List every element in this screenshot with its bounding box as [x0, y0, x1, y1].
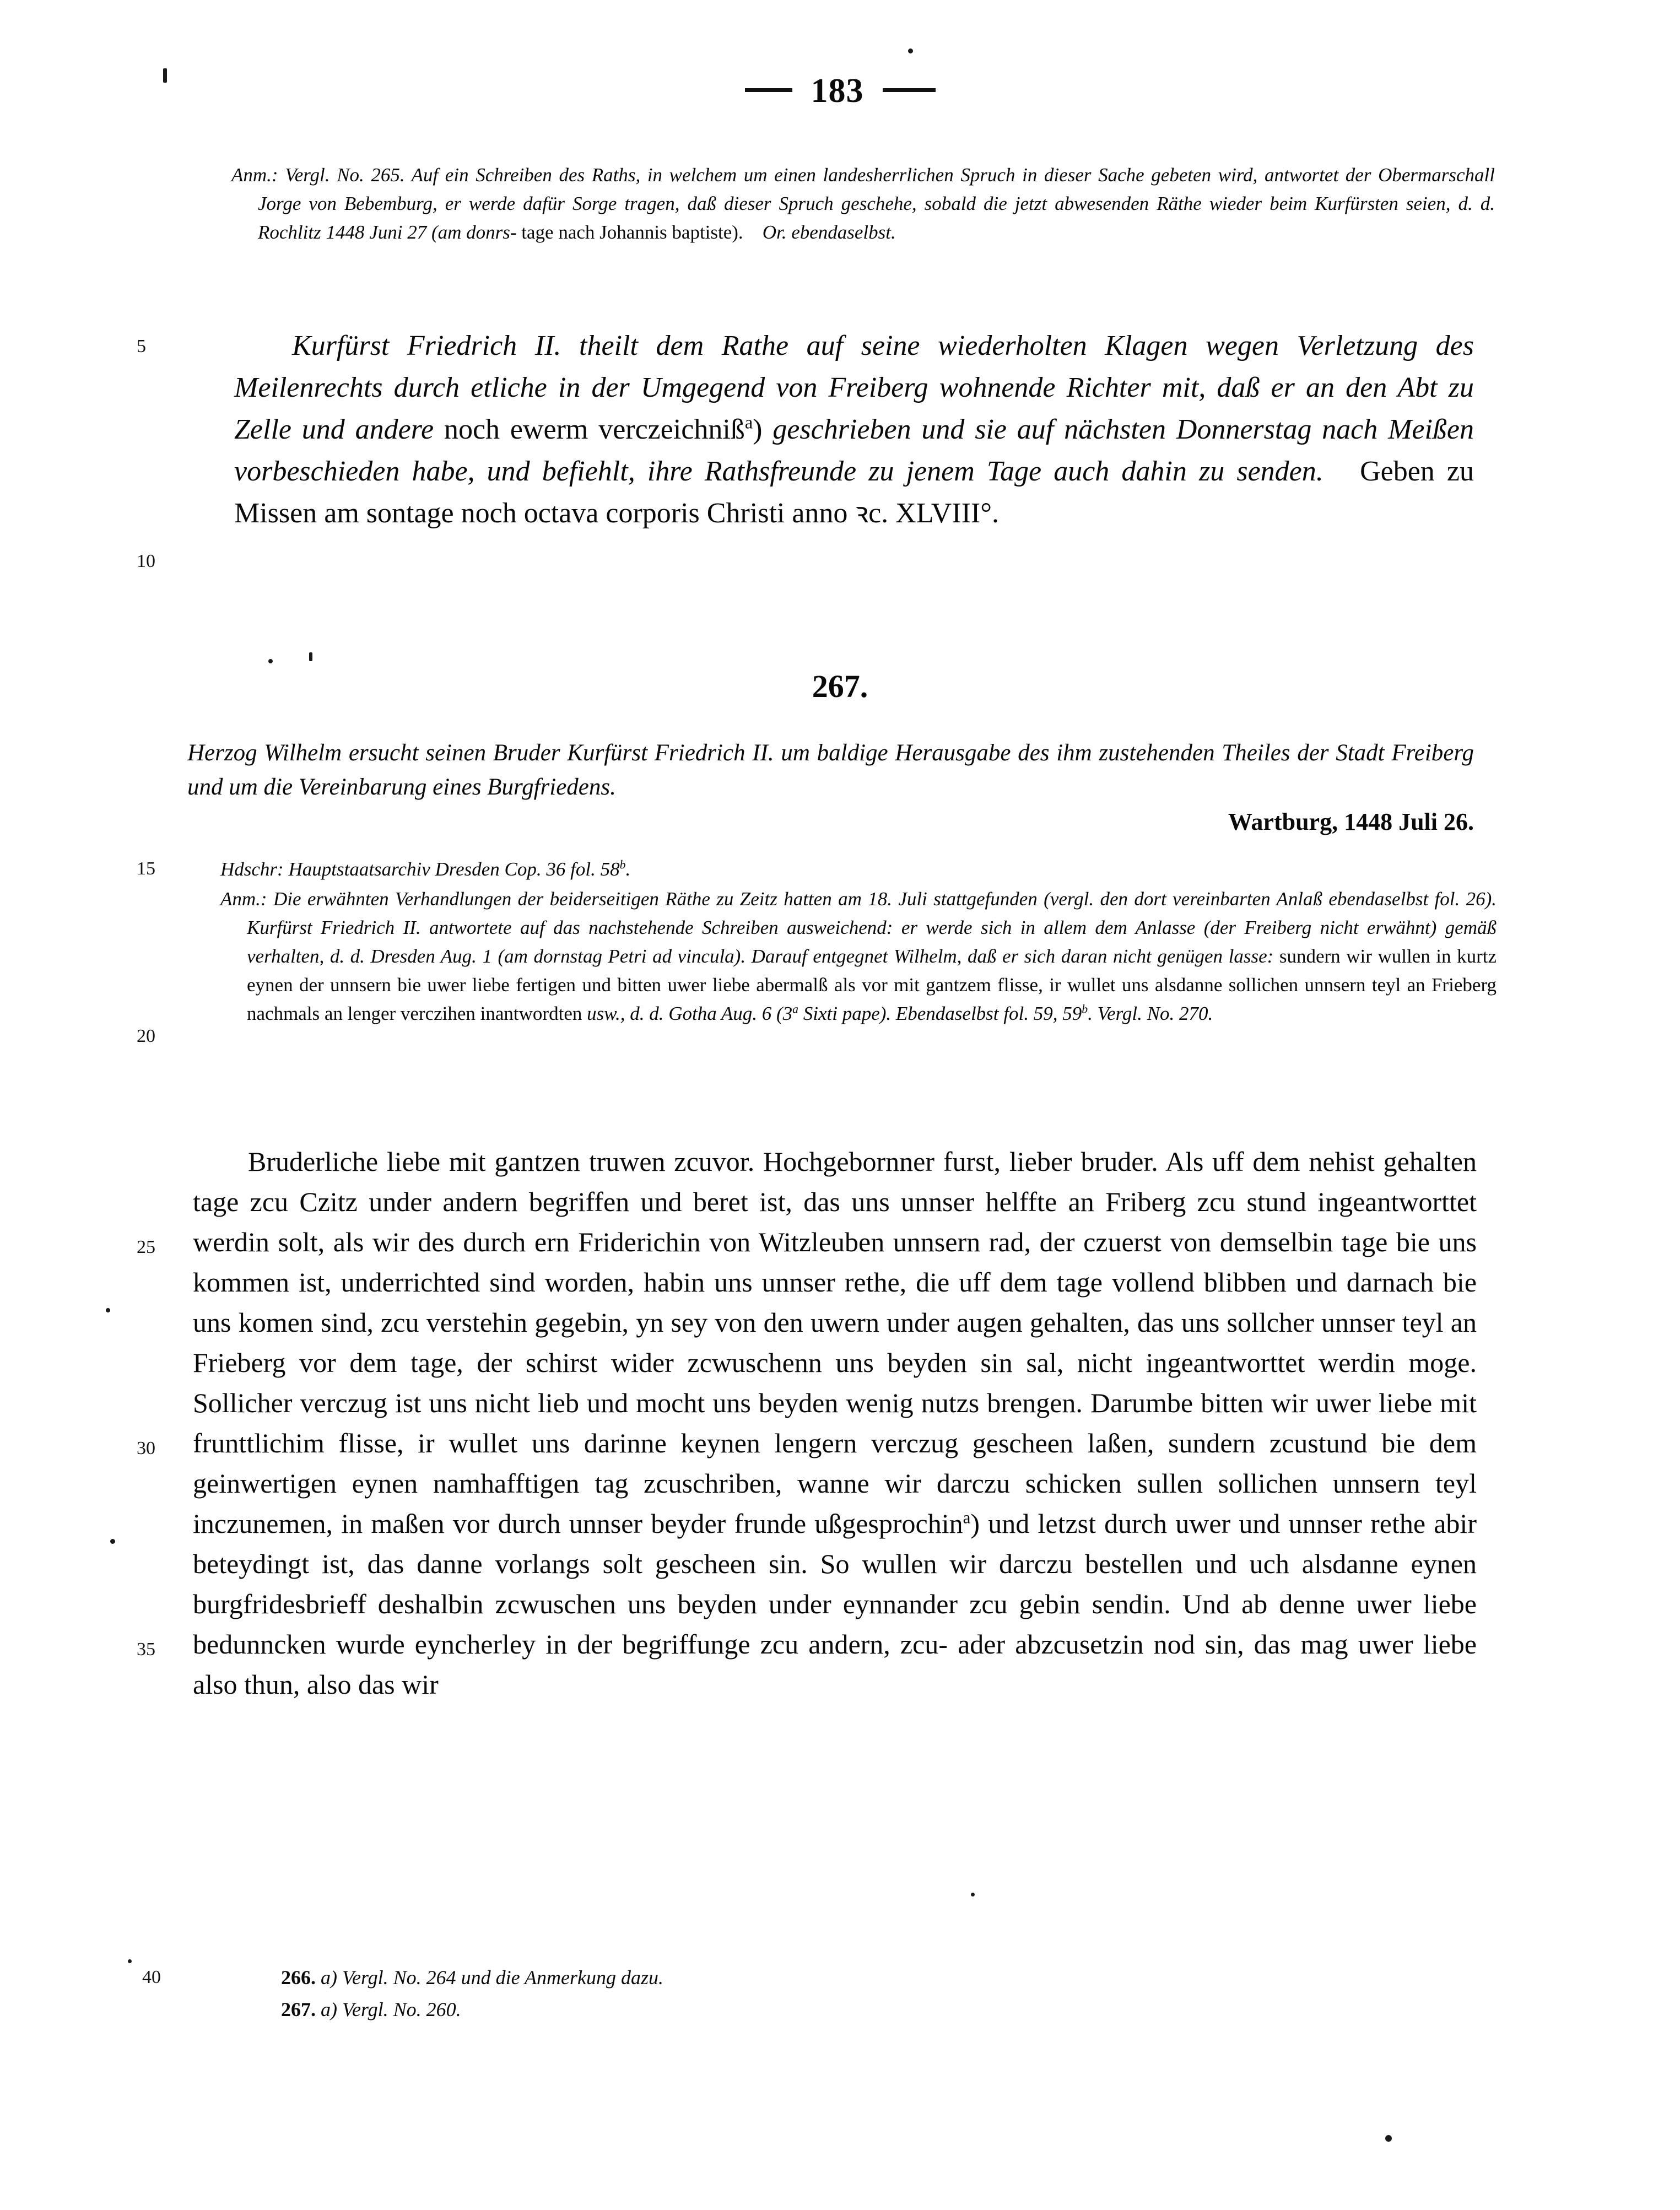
line-number-15: 15 [137, 858, 155, 879]
line-number-10: 10 [137, 551, 155, 571]
line-number-25: 25 [137, 1237, 155, 1257]
footnote-item-267 [281, 1993, 1438, 2025]
footnote-267-mark: a) [321, 1998, 337, 2020]
body-text-part-1: Bruderliche liebe mit gantzen truwen zcuvor. Hochgebornner furst, lieber bruder. Als uff dem nehist gehalten tage zcu Czitz under andern begriffen und beret ist, das uns unnser helffte an Friberg zcu stund ingeantworttet werdin solt, als wir des durch ern Friderichin von Witzleuben unnsern rad, der czuerst von demselbin tage bie uns kommen ist, underrichted sind worden, habin uns unnser rethe, die uff dem tage vollend blibben und darnach bie uns komen sind, zcu verstehin gegebin, yn sey von den uwern under augen gehalten, das uns sollcher unnser teyl an Frieberg vor dem tage, der schirst wider zcwuschenn uns beyden sin sal, nicht ingeantworttet werdin moge. Sollicher verczug ist uns nicht lieb und mocht uns beyden wenig nutzs brengen. Darumbe bitten wir uwer liebe mit frunttlichim flisse, ir wullet uns darinne keynen lengern verczug gescheen laßen, sundern zcustund bie dem geinwertigen eynen namhafftigen tag zcuschriben, wanne wir darczu schicken sullen sollichen unnsern teyl inczunemen, in maßen vor durch unnser beyder frunde ußgesprochin [193, 1146, 1477, 1539]
annotation-roman-text: tage nach Johannis baptiste). [521, 221, 743, 243]
annotation-267-sup-a: a [792, 1002, 798, 1016]
entry-267-body [193, 1142, 1477, 1705]
annotation-267-italic-3: Sixti pape). Ebendaselbst fol. 59, 59 [798, 1003, 1082, 1024]
page-number: 183 [811, 72, 864, 110]
annotation-267-italic-1: Die erwähnten Verhandlungen der beiderseitigen Räthe zu Zeitz hatten am 18. Juli stattgefunden (vergl. den dort vereinbarten Anlaß ebendaselbst fol. 26). Kurfürst Friedrich II. antwortete auf das nachstehende Schreiben ausweichend: er werde sich in allem dem Anlasse (der Freiberg nicht erwähnt) gemäß verhalten, d. d. Dresden Aug. 1 (am dornstag Petri ad vincula). Darauf entgegnet Wilhelm, daß er sich daran nicht genügen lasse: [247, 888, 1497, 967]
source-label: Hdschr: [220, 858, 284, 880]
regest-roman-1: noch ewerm verczeichniß$^a$) [444, 412, 763, 445]
line-number-30: 30 [137, 1438, 155, 1458]
line-number-35: 35 [137, 1639, 155, 1660]
body-text-part-2: ) und letzst durch uwer und unnser rethe abir beteydingt ist, das danne vorlangs solt gescheen sin. So wullen wir darczu bestellen und uch alsdanne eynen burgfridesbrieff deshalbin zcwuschen uns beyden under eynnander zcu gebin sendin. Und ab denne uwer liebe bedunncken wurde eyncherley in der begriffunge zcu andern, zcu- ader abzcusetzin nod sin, das mag uwer liebe also thun, also das wir [193, 1508, 1477, 1700]
footnote-266-text: Vergl. No. 264 und die Anmerkung dazu. [342, 1966, 663, 1989]
footnote-266-number: 266. [281, 1966, 316, 1989]
annotation-267-roman: sundern wir wullen in kurtz eynen der unnsern bie uwer liebe fertigen und bitten uwer liebe abermalß als vor mit gantzem flisse, ir wullet uns alsdanne sollichen unnsern teyl an Frieberg nachmals an lenger verczihen inantwordten [247, 945, 1497, 1024]
source-end: . [625, 858, 631, 880]
source-text: Hauptstaatsarchiv Dresden Cop. 36 fol. 58 [288, 858, 620, 880]
regest-roman-2: Geben zu Missen am sontage noch octava corporis Christi anno ꝛc. XLVIII°. [234, 456, 1474, 529]
footnote-ref-a: a [744, 412, 753, 433]
annotation-267-italic-2: usw., d. d. Gotha Aug. 6 (3 [587, 1003, 793, 1024]
annotation-267-label: Anm.: [220, 888, 267, 910]
page-header [0, 72, 1680, 111]
line-number-40: 40 [142, 1967, 161, 1987]
entry-267-number: 267. [812, 668, 868, 704]
entry-267-annotation [220, 885, 1497, 1028]
footnote-266-mark: a) [321, 1966, 337, 1989]
entry-266-regest [234, 325, 1474, 534]
footnote-list [281, 1962, 1438, 2025]
entry-267-dateline: Wartburg, 1448 Juli 26. [1228, 808, 1474, 835]
source-folio-sup: b [619, 858, 626, 872]
header-rule-right [883, 88, 936, 92]
annotation-italic-text: Vergl. No. 265. Auf ein Schreiben des Raths, in welchem um einen landesherrlichen Spruch in dieser Sache gebeten wird, antwortet der Obermarschall Jorge von Bebemburg, er werde dafür Sorge tragen, daß dieser Spruch geschehe, sobald die jetzt abwesenden Räthe wieder beim Kurfürsten seien, d. d. Rochlitz 1448 Juni 27 (am donrs- [258, 164, 1495, 243]
entry-267-regest: Herzog Wilhelm ersucht seinen Bruder Kurfürst Friedrich II. um baldige Herausgabe des ihm zustehenden Theiles der Stadt Freiberg und um die Vereinbarung eines Burgfriedens. [187, 740, 1474, 800]
line-number-5: 5 [137, 336, 146, 356]
annotation-267-italic-4: . Vergl. No. 270. [1088, 1003, 1213, 1024]
footnote-item-266 [281, 1962, 1438, 1993]
regest-italic-2: geschrieben und sie auf nächsten Donnerstag nach Meißen vorbeschieden habe, und befiehlt, ihre Rathsfreunde zu jenem Tage auch dahin zu senden. [234, 414, 1474, 487]
line-number-20: 20 [137, 1026, 155, 1046]
entry-266-annotation [231, 161, 1495, 247]
footnote-267-text: Vergl. No. 260. [342, 1998, 461, 2020]
annotation-label: Anm.: [231, 164, 278, 186]
footnote-ref-267-a: a [963, 1507, 971, 1527]
entry-267-source [220, 855, 1468, 884]
header-rule-left [745, 88, 792, 92]
footnote-267-number: 267. [281, 1998, 316, 2020]
annotation-267-sup-b: b [1082, 1002, 1088, 1016]
regest-italic-1: Kurfürst Friedrich II. theilt dem Rathe auf seine wiederholten Klagen wegen Verletzung des Meilenrechts durch etliche in der Umgegend von Freiberg wohnende Richter mit, daß er an den Abt zu Zelle und andere [234, 330, 1474, 445]
annotation-source: Or. ebendaselbst. [762, 221, 896, 243]
